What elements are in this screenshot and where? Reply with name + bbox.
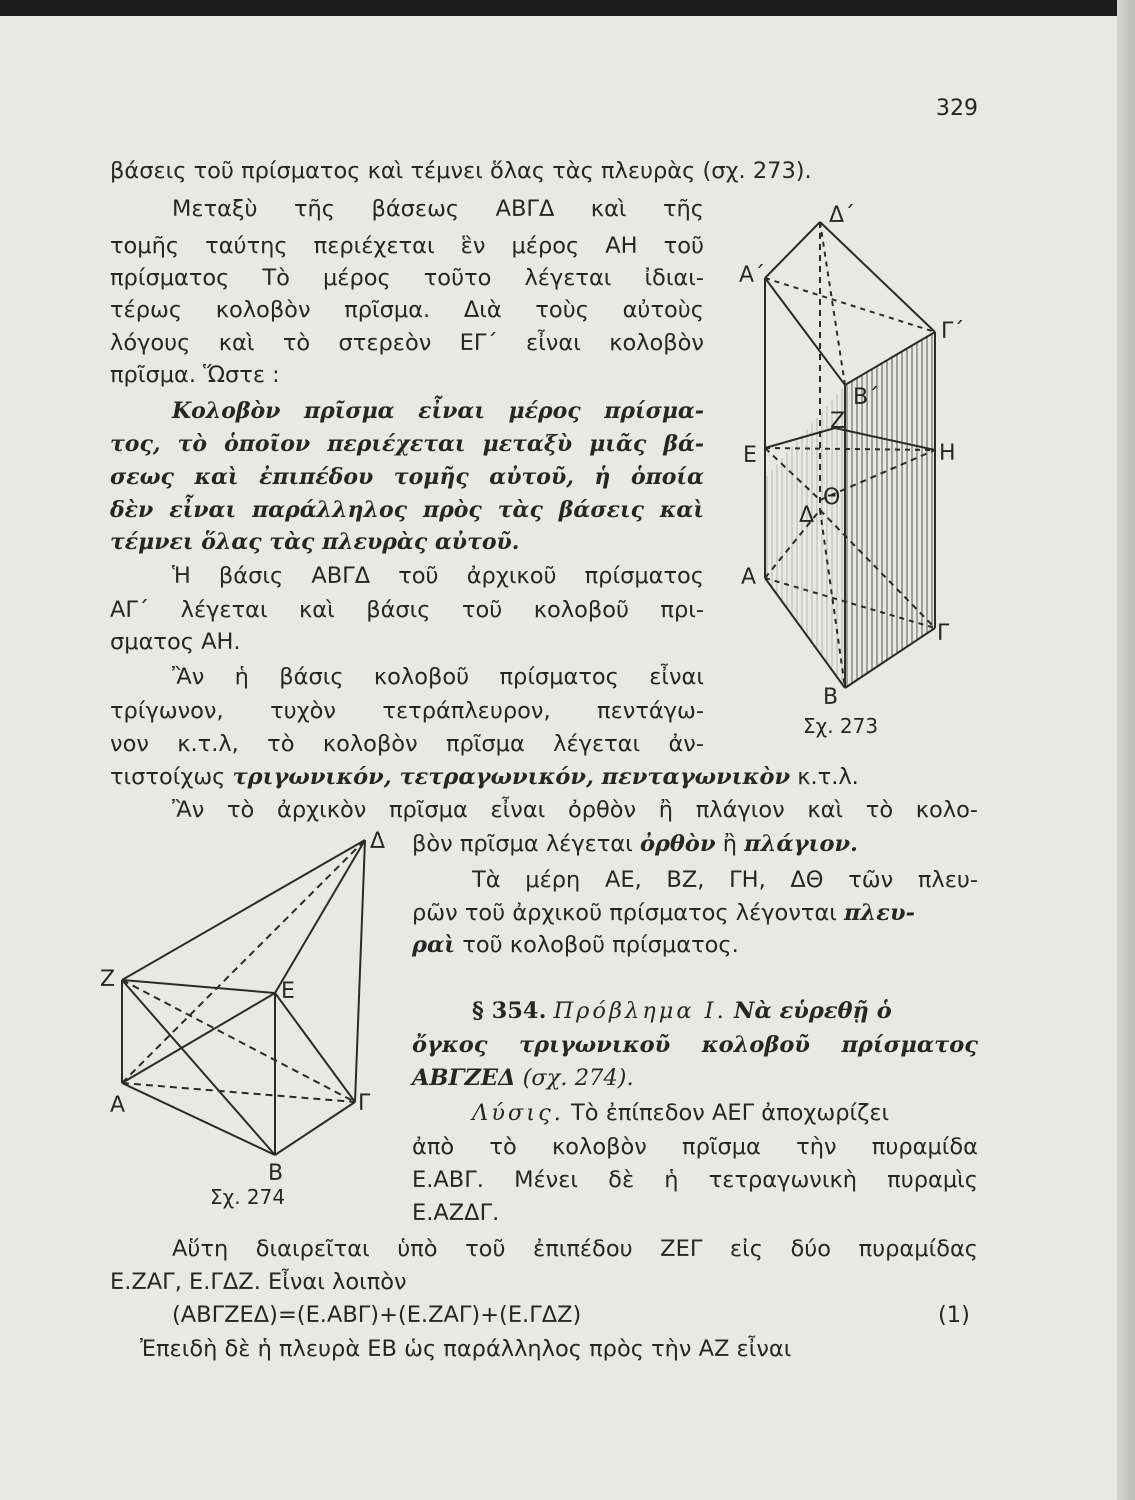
section-title: Νὰ εὑρεθῇ ὁ	[733, 998, 892, 1024]
label-D: Δ	[799, 503, 815, 528]
section-title-line	[412, 1063, 634, 1093]
section-label: Πρόβλημα Ι.	[553, 998, 727, 1024]
text: ἢ	[722, 831, 737, 857]
definition-line: σεως καὶ ἐπιπέδου τομῆς αὐτοῦ, ἡ ὁποία	[110, 464, 704, 490]
italic-terms: τριγωνικόν, τετραγωνικόν, πενταγωνικὸν	[232, 764, 791, 790]
label-B: Β	[268, 1161, 284, 1180]
text-line: τρίγωνον, τυχὸν τετράπλευρον, πεντάγω-	[110, 698, 704, 724]
text: τιστοίχως	[110, 764, 226, 790]
text-line	[412, 829, 858, 859]
italic-term: ραὶ	[412, 932, 456, 958]
definition-line: τος, τὸ ὁποῖον περιέχεται μεταξὺ μιᾶς βά-	[110, 431, 704, 457]
page-number: 329	[936, 96, 978, 121]
section-number: § 354.	[472, 998, 547, 1024]
label-G: Γ	[937, 621, 950, 646]
figure-caption: Σχ. 273	[803, 714, 879, 738]
italic-term: πλευ-	[844, 900, 915, 926]
prism-name: ΑΒΓΖΕΔ	[412, 1065, 516, 1091]
label-D: Δ	[370, 829, 386, 854]
scan-top-border	[0, 0, 1135, 16]
text-line: νον κ.τ.λ, τὸ κολοβὸν πρῖσμα λέγεται ἀν-	[110, 731, 704, 757]
text-line: Αὕτη διαιρεῖται ὑπὸ τοῦ ἐπιπέδου ΖΕΓ εἰς δύο πυραμίδας	[172, 1236, 978, 1262]
label-Z: Ζ	[100, 967, 116, 992]
definition-line: τέμνει ὅλας τὰς πλευρὰς αὐτοῦ.	[110, 529, 520, 555]
label-A-prime: Α΄	[739, 263, 766, 288]
text-line: βάσεις τοῦ πρίσματος καὶ τέμνει ὅλας τὰς πλευρὰς (σχ. 273).	[110, 158, 812, 184]
figure-273	[735, 200, 970, 740]
section-title-line: ὄγκος τριγωνικοῦ κολοβοῦ πρίσματος	[412, 1032, 978, 1058]
text: βὸν πρῖσμα λέγεται	[412, 831, 633, 857]
label-G: Γ	[358, 1091, 371, 1116]
text-line: Ἡ βάσις ΑΒΓΔ τοῦ ἀρχικοῦ πρίσματος	[172, 563, 704, 589]
text-line: Ε.ΖΑΓ, Ε.ΓΔΖ. Εἶναι λοιπὸν	[110, 1269, 407, 1295]
figure-ref: (σχ. 274).	[522, 1065, 634, 1091]
label-A: Α	[110, 1093, 126, 1118]
figure-caption: Σχ. 274	[210, 1185, 286, 1209]
text: Τὸ ἐπίπεδον ΑΕΓ ἀποχωρίζει	[571, 1100, 890, 1126]
label-H: Η	[939, 441, 956, 466]
label-A: Α	[741, 565, 757, 590]
text: τοῦ κολοβοῦ πρίσματος.	[462, 932, 739, 958]
text-line	[110, 762, 859, 792]
label-Theta: Θ	[823, 485, 841, 510]
text: κ.τ.λ.	[797, 764, 859, 790]
text-line: Ἂν τὸ ἀρχικὸν πρῖσμα εἶναι ὀρθὸν ἢ πλάγιον καὶ τὸ κολο-	[172, 797, 978, 823]
text-line: Ε.ΑΒΓ. Μένει δὲ ἡ τετραγωνικὴ πυραμὶς	[412, 1167, 978, 1193]
text-line	[412, 930, 739, 960]
equation-number: (1)	[938, 1302, 970, 1328]
text-line: Ἐπειδὴ δὲ ἡ πλευρὰ ΕΒ ὡς παράλληλος πρὸς τὴν ΑΖ εἶναι	[140, 1336, 792, 1362]
text-line: Τὰ μέρη ΑΕ, ΒΖ, ΓΗ, ΔΘ τῶν πλευ-	[472, 867, 978, 893]
text-line: ΑΓ΄ λέγεται καὶ βάσις τοῦ κολοβοῦ πρι-	[110, 597, 704, 623]
label-G-prime: Γ΄	[941, 319, 965, 344]
text-line: τέρως κολοβὸν πρῖσμα. Διὰ τοὺς αὐτοὺς	[110, 297, 704, 323]
definition-line: Κολοβὸν πρῖσμα εἶναι μέρος πρίσμα-	[172, 398, 704, 424]
text-line: Μεταξὺ τῆς βάσεως ΑΒΓΔ καὶ τῆς	[172, 196, 704, 222]
page-edge-shadow	[1117, 0, 1135, 1500]
text-line: πρῖσμα. Ὥστε :	[110, 362, 280, 388]
text: ρῶν τοῦ ἀρχικοῦ πρίσματος λέγονται	[412, 900, 837, 926]
text-line: τομῆς ταύτης περιέχεται ἓν μέρος ΑΗ τοῦ	[110, 233, 704, 259]
label-Z: Ζ	[830, 409, 846, 434]
text-line: λόγους καὶ τὸ στερεὸν ΕΓ΄ εἶναι κολοβὸν	[110, 330, 704, 356]
text-line	[412, 898, 915, 928]
text-line: Ἂν ἡ βάσις κολοβοῦ πρίσματος εἶναι	[172, 664, 704, 690]
label-B-prime: Β΄	[853, 385, 880, 410]
text-line: σματος ΑΗ.	[110, 629, 241, 655]
definition-line: δὲν εἶναι παράλληλος πρὸς τὰς βάσεις καὶ	[110, 497, 704, 523]
label-E: Ε	[281, 979, 295, 1004]
text-line	[472, 1098, 889, 1128]
label-B: Β	[823, 685, 839, 710]
figure-274	[100, 820, 400, 1180]
text-line: ἀπὸ τὸ κολοβὸν πρῖσμα τὴν πυραμίδα	[412, 1134, 978, 1160]
equation: (ΑΒΓΖΕΔ)=(Ε.ΑΒΓ)+(Ε.ΖΑΓ)+(Ε.ΓΔΖ)	[172, 1302, 582, 1328]
italic-term: ὀρθὸν	[639, 831, 716, 857]
text-line: πρίσματος Τὸ μέρος τοῦτο λέγεται ἰδιαι-	[110, 265, 704, 291]
italic-term: πλάγιον.	[744, 831, 858, 857]
label-D-prime: Δ΄	[829, 203, 856, 228]
section-heading	[472, 996, 892, 1026]
text-line: Ε.ΑΖΔΓ.	[412, 1200, 500, 1226]
label-E: Ε	[743, 443, 757, 468]
solution-label: Λύσις.	[472, 1100, 564, 1126]
